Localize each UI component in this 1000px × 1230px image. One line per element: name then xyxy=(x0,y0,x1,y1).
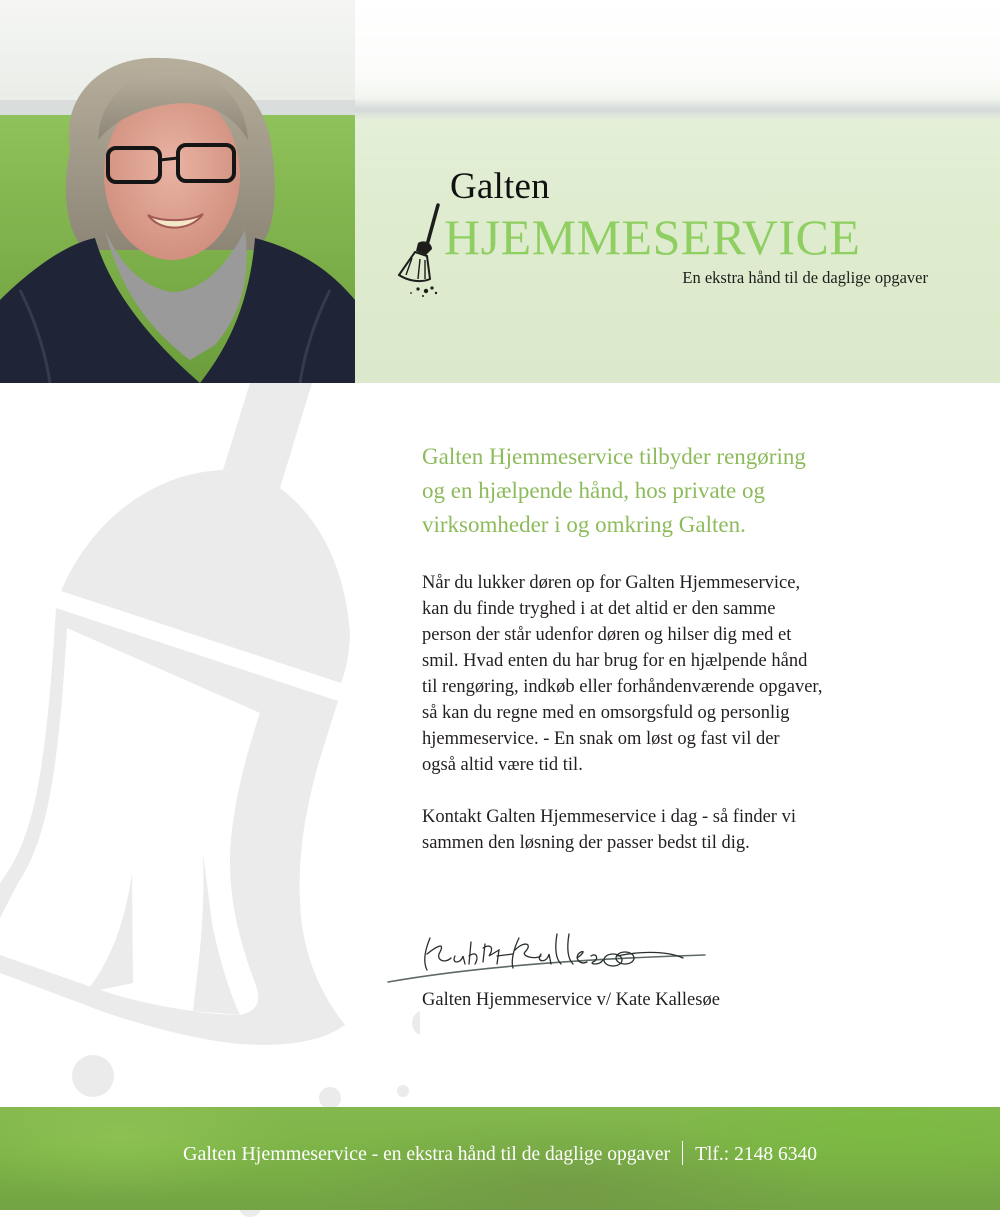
logo-hjemmeservice: HJEMMESERVICE xyxy=(444,209,861,265)
footer-band xyxy=(0,1107,1000,1210)
footer-text xyxy=(0,1141,1000,1168)
body-paragraph xyxy=(422,570,942,778)
horizon-blur xyxy=(355,98,1000,120)
broom-watermark-icon xyxy=(0,383,420,1230)
contact-paragraph xyxy=(422,804,942,856)
header xyxy=(0,0,1000,383)
contact-line: sammen den løsning der passer bedst til dig. xyxy=(422,833,750,853)
logo-tagline: En ekstra hånd til de daglige opgaver xyxy=(682,268,928,287)
footer-divider xyxy=(682,1141,683,1165)
body-line: Når du lukker døren op for Galten Hjemmeservice, xyxy=(422,573,801,593)
portrait-photo xyxy=(0,0,355,383)
signature-image xyxy=(385,920,715,990)
portrait-illustration xyxy=(0,0,355,383)
main-content xyxy=(422,440,942,856)
body-line: så kan du regne med en omsorgsfuld og personlig xyxy=(422,703,790,723)
contact-line: Kontakt Galten Hjemmeservice i dag - så finder vi xyxy=(422,807,796,827)
broom-icon xyxy=(396,203,446,299)
signature-name: Galten Hjemmeservice v/ Kate Kallesøe xyxy=(422,990,720,1010)
body-line: til rengøring, indkøb eller forhåndenværende opgaver, xyxy=(422,677,823,697)
body-line: kan du finde tryghed i at det altid er den samme xyxy=(422,599,776,619)
footer-slogan: - en ekstra hånd til de daglige opgaver xyxy=(366,1144,671,1165)
body-line: hjemmeservice. - En snak om løst og fast vil der xyxy=(422,729,780,749)
lead-paragraph xyxy=(422,440,942,542)
lead-line: Galten Hjemmeservice tilbyder rengøring xyxy=(422,444,806,469)
footer-brand: Galten Hjemmeservice xyxy=(183,1143,367,1165)
body-line: smil. Hvad enten du har brug for en hjælpende hånd xyxy=(422,651,808,671)
logo-galten: Galten xyxy=(450,166,550,207)
footer-phone[interactable]: Tlf.: 2148 6340 xyxy=(695,1144,817,1165)
lead-line: og en hjælpende hånd, hos private og xyxy=(422,478,766,503)
body-line: person der står udenfor døren og hilser dig med et xyxy=(422,625,792,645)
lead-line: virksomheder i og omkring Galten. xyxy=(422,512,746,537)
body-line: også altid være tid til. xyxy=(422,755,583,775)
